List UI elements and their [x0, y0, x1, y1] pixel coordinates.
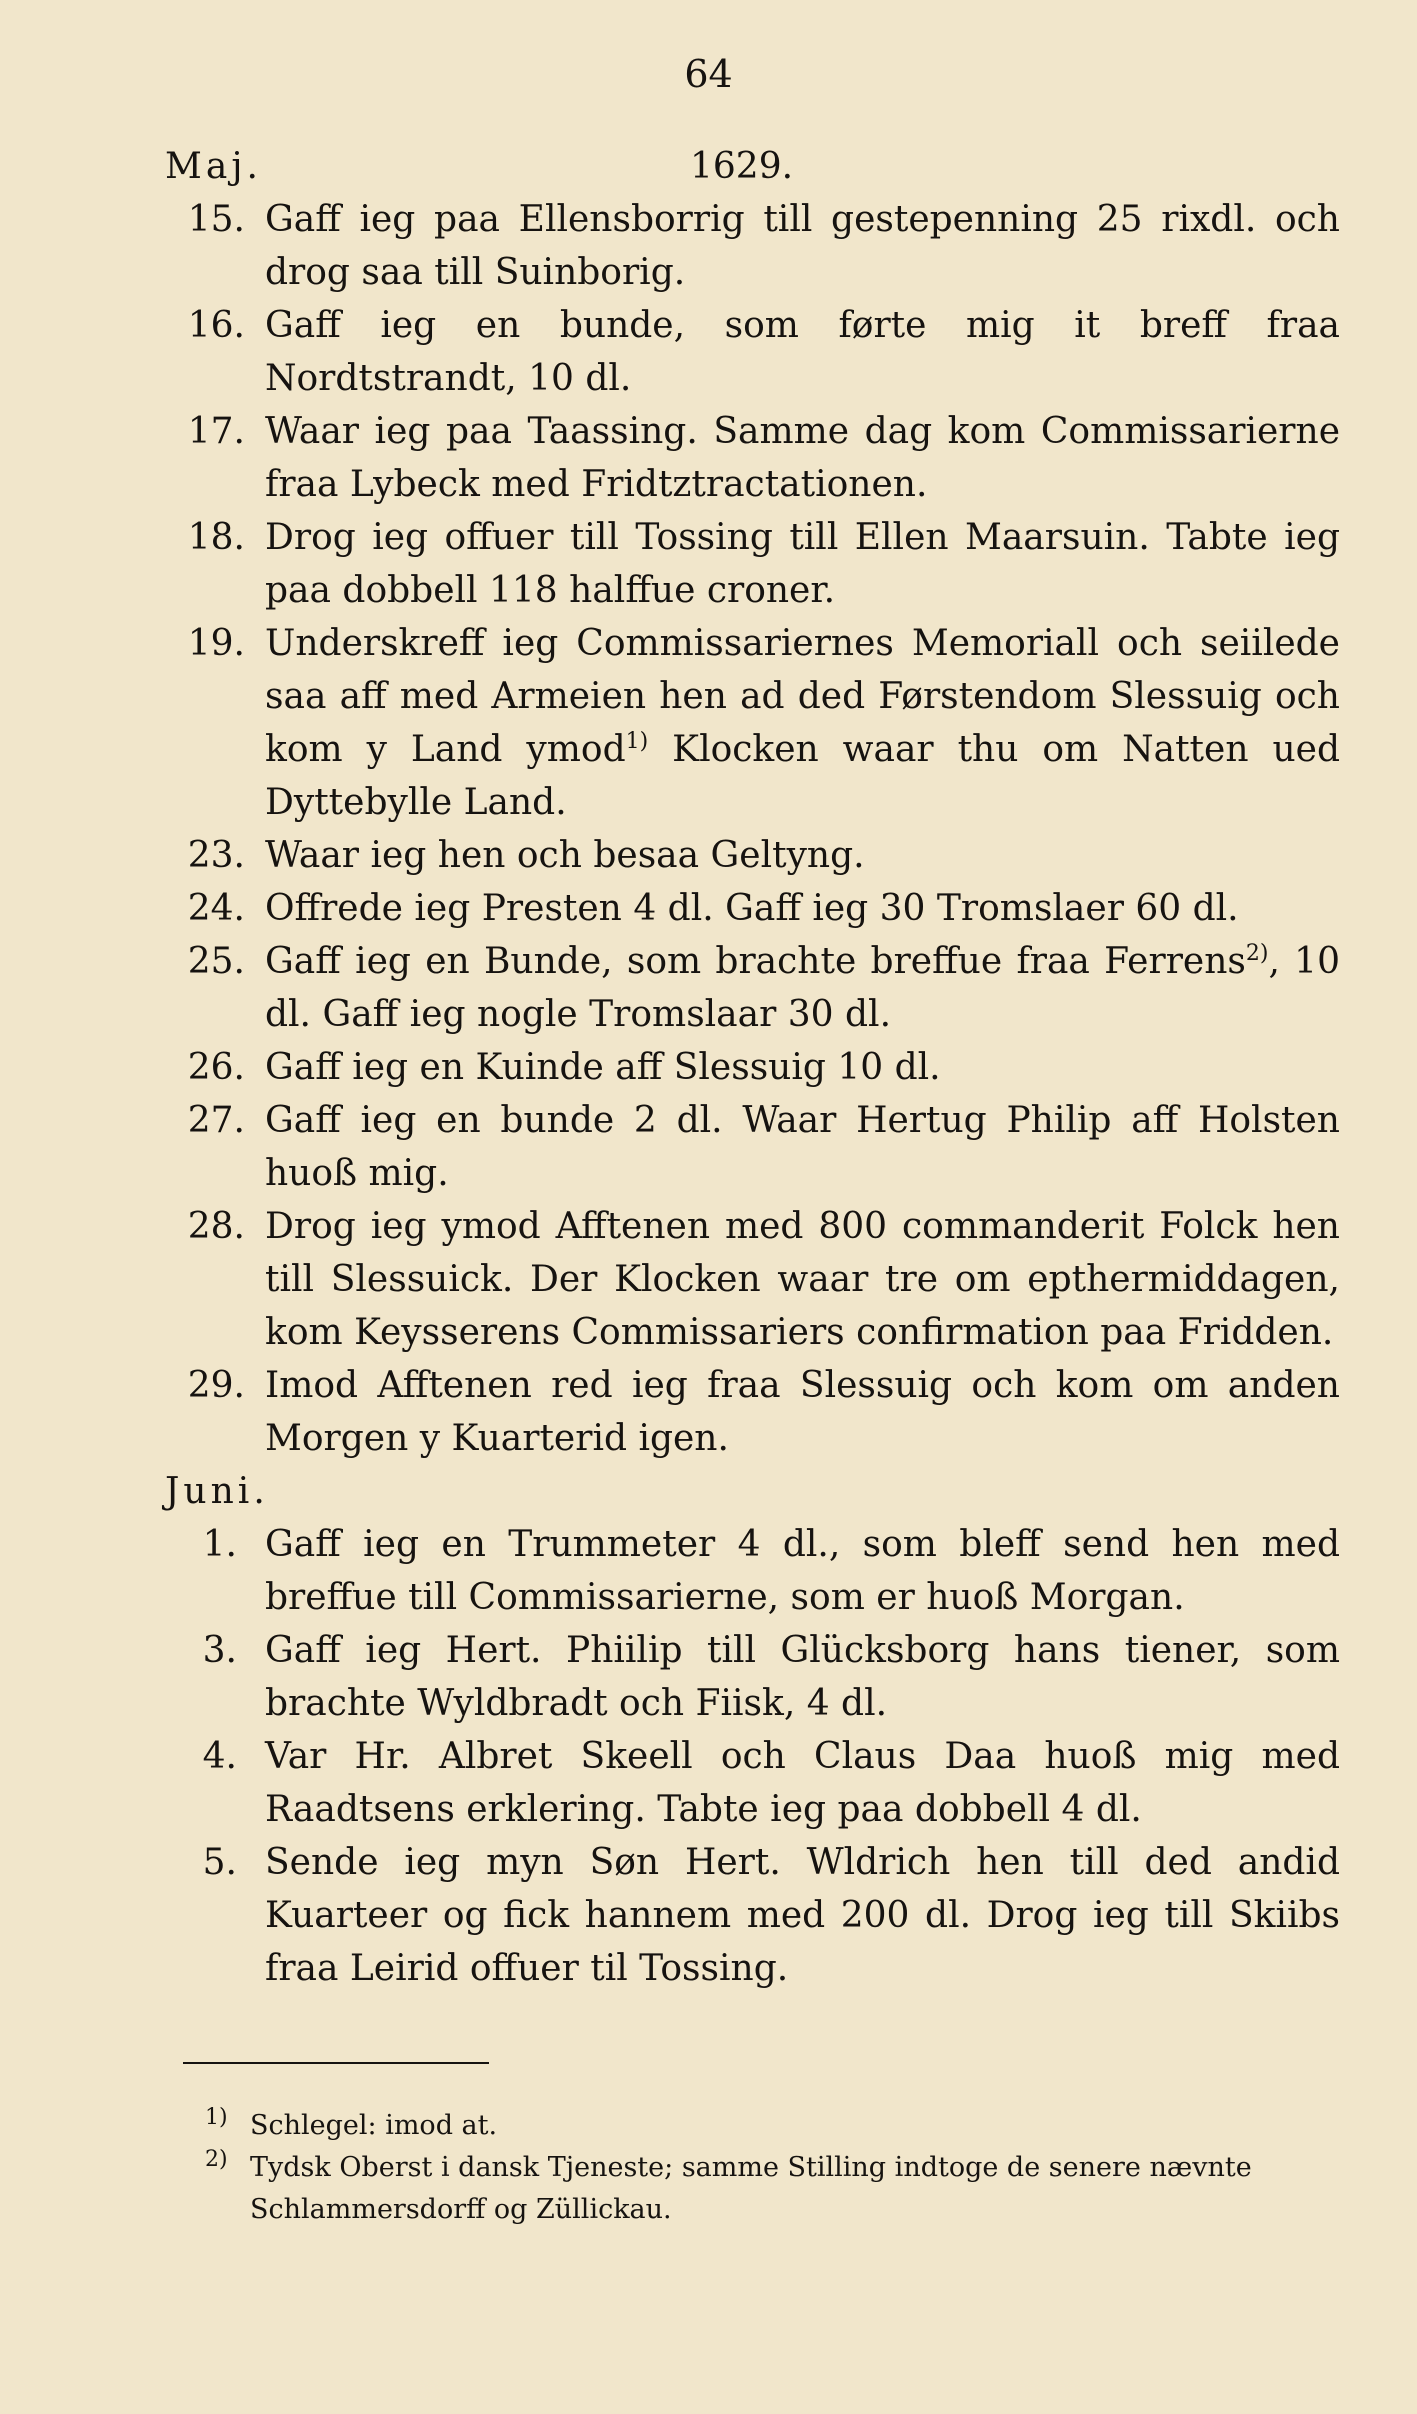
- entry-text: [265, 1041, 1340, 1094]
- entry-day-number: 16.: [187, 305, 245, 346]
- entry-text-part: Imod Afftenen red ieg fraa Slessuig och kom om anden Morgen y Kuarterid igen.: [265, 1365, 1340, 1459]
- entry-day-number: 15.: [187, 199, 245, 240]
- entry-text: [265, 1094, 1340, 1200]
- diary-entry: [165, 1730, 1340, 1836]
- entry-text-part: Gaff ieg Hert. Phiilip till Glücksborg hans tiener, som brachte Wyldbradt och Fiisk, 4 dl.: [265, 1630, 1340, 1724]
- entry-day-number: 24.: [187, 888, 245, 929]
- entry-text-part: Gaff ieg en Trummeter 4 dl., som bleff send hen med breffue till Commissarierne, som er huoß Morgan.: [265, 1524, 1340, 1618]
- entry-text-part: Gaff ieg en bunde 2 dl. Waar Hertug Philip aff Holsten huoß mig.: [265, 1100, 1340, 1194]
- year-heading: 1629.: [690, 146, 794, 187]
- entry-text-part: Var Hr. Albret Skeell och Claus Daa huoß mig med Raadtsens erklering. Tabte ieg paa dobbell 4 dl.: [265, 1736, 1340, 1830]
- entry-text: [265, 829, 1340, 882]
- entry-text: [265, 1518, 1340, 1624]
- diary-entry: [165, 617, 1340, 829]
- footnote-divider: [183, 2062, 489, 2064]
- footnote: [205, 2105, 1340, 2147]
- month-heading: Maj.: [165, 146, 262, 187]
- footnote-text: Tydsk Oberst i dansk Tjeneste; samme Stilling indtoge de senere nævnte Schlammersdorff og Züllickau.: [250, 2152, 1252, 2225]
- diary-entry: [165, 829, 1340, 882]
- entry-text: [265, 882, 1340, 935]
- entry-text: [265, 405, 1340, 511]
- entry-text-part: Gaff ieg en Bunde, som brachte breffue fraa Ferrens: [265, 941, 1246, 982]
- entry-day-number: 5.: [202, 1842, 237, 1883]
- diary-text: [165, 140, 1340, 1995]
- diary-entry: [165, 935, 1340, 1041]
- entry-text-part: Gaff ieg paa Ellensborrig till gestepenning 25 rixdl. och drog saa till Suinborig.: [265, 199, 1340, 293]
- entry-text-part: , 10 dl. Gaff ieg nogle Tromslaar 30 dl.: [265, 941, 1340, 1035]
- diary-entry: [165, 1359, 1340, 1465]
- diary-entry: [165, 405, 1340, 511]
- month-heading: Juni.: [165, 1471, 269, 1512]
- entry-text-part: Sende ieg myn Søn Hert. Wldrich hen till ded andid Kuarteer og fick hannem med 200 dl. Drog ieg till Skiibs fraa Leirid offuer til Tossing.: [265, 1842, 1340, 1989]
- entry-text: [265, 1200, 1340, 1359]
- footnote-reference: 2): [1245, 941, 1269, 966]
- page-number: 64: [684, 52, 733, 96]
- entry-day-number: 26.: [187, 1047, 245, 1088]
- entry-day-number: 17.: [187, 411, 245, 452]
- diary-entry: [165, 193, 1340, 299]
- section-heading: [165, 140, 1340, 193]
- section-juni: [165, 1465, 1340, 1995]
- entry-day-number: 4.: [202, 1736, 237, 1777]
- diary-entry: [165, 882, 1340, 935]
- entry-text-part: Underskreff ieg Commissariernes Memoriall och seiilede saa aff med Armeien hen ad ded Førstendom Slessuig och kom y Land ymod: [265, 623, 1340, 770]
- section-maj: [165, 140, 1340, 1465]
- entry-day-number: 23.: [187, 835, 245, 876]
- entry-text: [265, 1730, 1340, 1836]
- entry-text-part: Drog ieg offuer till Tossing till Ellen Maarsuin. Tabte ieg paa dobbell 118 halffue croner.: [265, 517, 1340, 611]
- entry-list: [165, 193, 1340, 1465]
- diary-entry: [165, 1836, 1340, 1995]
- entry-text-part: Drog ieg ymod Afftenen med 800 commanderit Folck hen till Slessuick. Der Klocken waar tre om epthermiddagen, kom Keysserens Commissariers confirmation paa Fridden.: [265, 1206, 1340, 1353]
- diary-entry: [165, 1200, 1340, 1359]
- entry-day-number: 3.: [202, 1630, 237, 1671]
- entry-text: [265, 511, 1340, 617]
- footnote-marker: 1): [205, 2105, 228, 2130]
- entry-text-part: Gaff ieg en bunde, som førte mig it breff fraa Nordtstrandt, 10 dl.: [265, 305, 1340, 399]
- entry-day-number: 29.: [187, 1365, 245, 1406]
- entry-day-number: 25.: [187, 941, 245, 982]
- diary-entry: [165, 1041, 1340, 1094]
- entry-text: [265, 193, 1340, 299]
- entry-text-part: Gaff ieg en Kuinde aff Slessuig 10 dl.: [265, 1047, 941, 1088]
- footnotes: [205, 2105, 1340, 2231]
- entry-text: [265, 1624, 1340, 1730]
- entry-day-number: 27.: [187, 1100, 245, 1141]
- entry-text-part: Waar ieg paa Taassing. Samme dag kom Commissarierne fraa Lybeck med Fridtztractationen.: [265, 411, 1340, 505]
- entry-text-part: Offrede ieg Presten 4 dl. Gaff ieg 30 Tromslaer 60 dl.: [265, 888, 1239, 929]
- footnote-text: Schlegel: imod at.: [250, 2110, 498, 2141]
- footnote-reference: 1): [625, 729, 649, 754]
- entry-day-number: 18.: [187, 517, 245, 558]
- entry-text: [265, 1836, 1340, 1995]
- entry-day-number: 28.: [187, 1206, 245, 1247]
- diary-entry: [165, 1094, 1340, 1200]
- footnote: [205, 2147, 1340, 2231]
- diary-entry: [165, 511, 1340, 617]
- entry-list: [165, 1518, 1340, 1995]
- footnote-marker: 2): [205, 2147, 228, 2172]
- diary-entry: [165, 1518, 1340, 1624]
- entry-text: [265, 1359, 1340, 1465]
- section-heading: [165, 1465, 1340, 1518]
- entry-text: [265, 935, 1340, 1041]
- entry-text: [265, 299, 1340, 405]
- entry-day-number: 1.: [202, 1524, 237, 1565]
- entry-day-number: 19.: [187, 623, 245, 664]
- entry-text-part: Waar ieg hen och besaa Geltyng.: [265, 835, 865, 876]
- diary-entry: [165, 1624, 1340, 1730]
- entry-text: [265, 617, 1340, 829]
- entry-text-part: Klocken waar thu om Natten ued Dyttebylle Land.: [265, 729, 1340, 823]
- diary-entry: [165, 299, 1340, 405]
